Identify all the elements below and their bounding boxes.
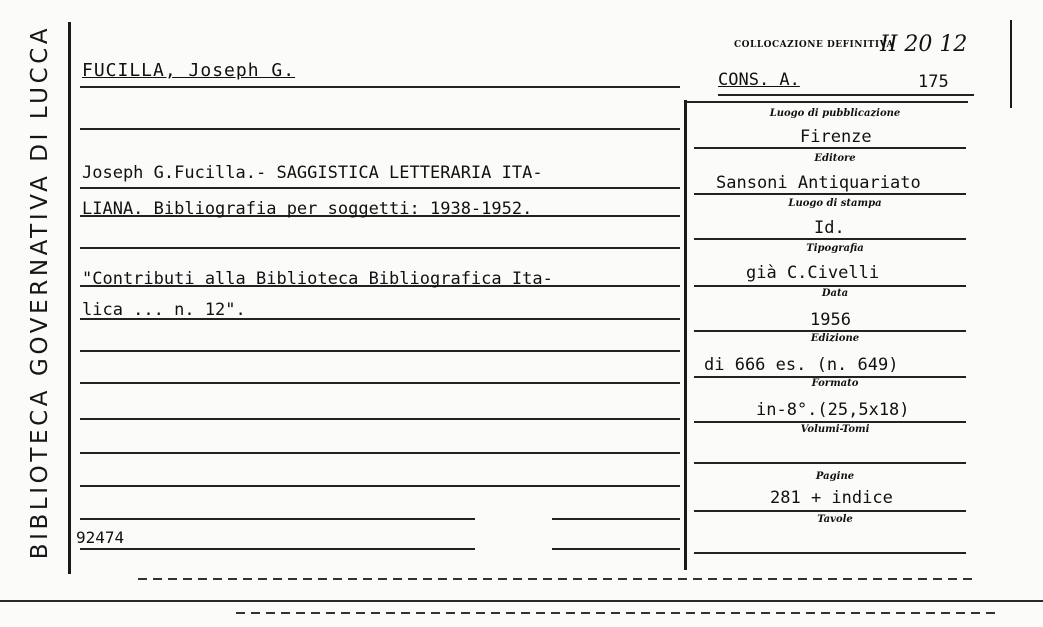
pagine-label: Pagine (815, 471, 855, 482)
luogo-stampa-label: Luogo di stampa (788, 198, 882, 209)
data-label: Data (821, 288, 849, 299)
rule-line (552, 548, 680, 550)
bottom-edge (0, 600, 1043, 602)
luogo-value: Firenze (800, 127, 872, 147)
description-line-3: "Contributi alla Biblioteca Bibliografica Ita- (82, 269, 553, 289)
edizione-label: Edizione (810, 333, 860, 344)
pagine-value: 281 + indice (770, 488, 893, 508)
card-edge (1010, 20, 1012, 108)
panel-divider (684, 100, 687, 570)
cons-label: CONS. A. (718, 70, 800, 90)
editore-label: Editore (814, 153, 856, 164)
rule-line (694, 285, 966, 287)
editore-value: Sansoni Antiquariato (716, 173, 921, 193)
description-line-4: lica ... n. 12". (82, 300, 246, 320)
spine-rule (68, 22, 71, 574)
rule-line (80, 382, 680, 384)
rule-line (694, 238, 966, 240)
rule-line (80, 518, 475, 520)
rule-line (80, 418, 680, 420)
formato-value: in-8°.(25,5x18) (756, 400, 910, 420)
volumi-label: Volumi-Tomi (800, 424, 870, 435)
tipografia-label: Tipografia (806, 243, 864, 254)
rule-line (694, 462, 966, 464)
description-line-2: LIANA. Bibliografia per soggetti: 1938-1952. (82, 199, 533, 219)
rule-line (80, 485, 680, 487)
library-name: BIBLIOTECA GOVERNATIVA DI LUCCA (27, 24, 53, 560)
edizione-value: di 666 es. (n. 649) (704, 355, 899, 375)
rule-line (718, 94, 974, 96)
rule-line (552, 518, 680, 520)
rule-line (80, 187, 680, 189)
rule-line (694, 510, 966, 512)
rule-line (694, 193, 966, 195)
rule-line (694, 421, 966, 423)
rule-line (80, 548, 475, 550)
inventory-number: 92474 (76, 528, 125, 547)
bottom-dashed-edge (138, 578, 978, 580)
rule-line (80, 86, 680, 88)
tavole-label: Tavole (817, 514, 853, 525)
spine (4, 0, 68, 627)
formato-label: Formato (811, 378, 859, 389)
rule-line (80, 128, 680, 130)
rule-line (80, 350, 680, 352)
collocazione-label: COLLOCAZIONE DEFINITIVA (734, 40, 894, 50)
rule-line (686, 101, 968, 103)
rule-line (694, 147, 966, 149)
description-line-1: Joseph G.Fucilla.- SAGGISTICA LETTERARIA ITA- (82, 163, 543, 183)
rule-line (694, 552, 966, 554)
luogo-label: Luogo di pubblicazione (769, 108, 901, 119)
tipografia-value: già C.Civelli (746, 263, 880, 283)
rule-line (80, 247, 680, 249)
bottom-dashed-edge (236, 612, 996, 614)
luogo-stampa-value: Id. (814, 218, 845, 238)
collocazione-mark: II 20 12 (880, 32, 968, 57)
rule-line (694, 330, 966, 332)
author-heading: FUCILLA, Joseph G. (82, 60, 296, 81)
data-value: 1956 (810, 310, 851, 330)
cons-value: 175 (918, 72, 949, 92)
rule-line (80, 452, 680, 454)
